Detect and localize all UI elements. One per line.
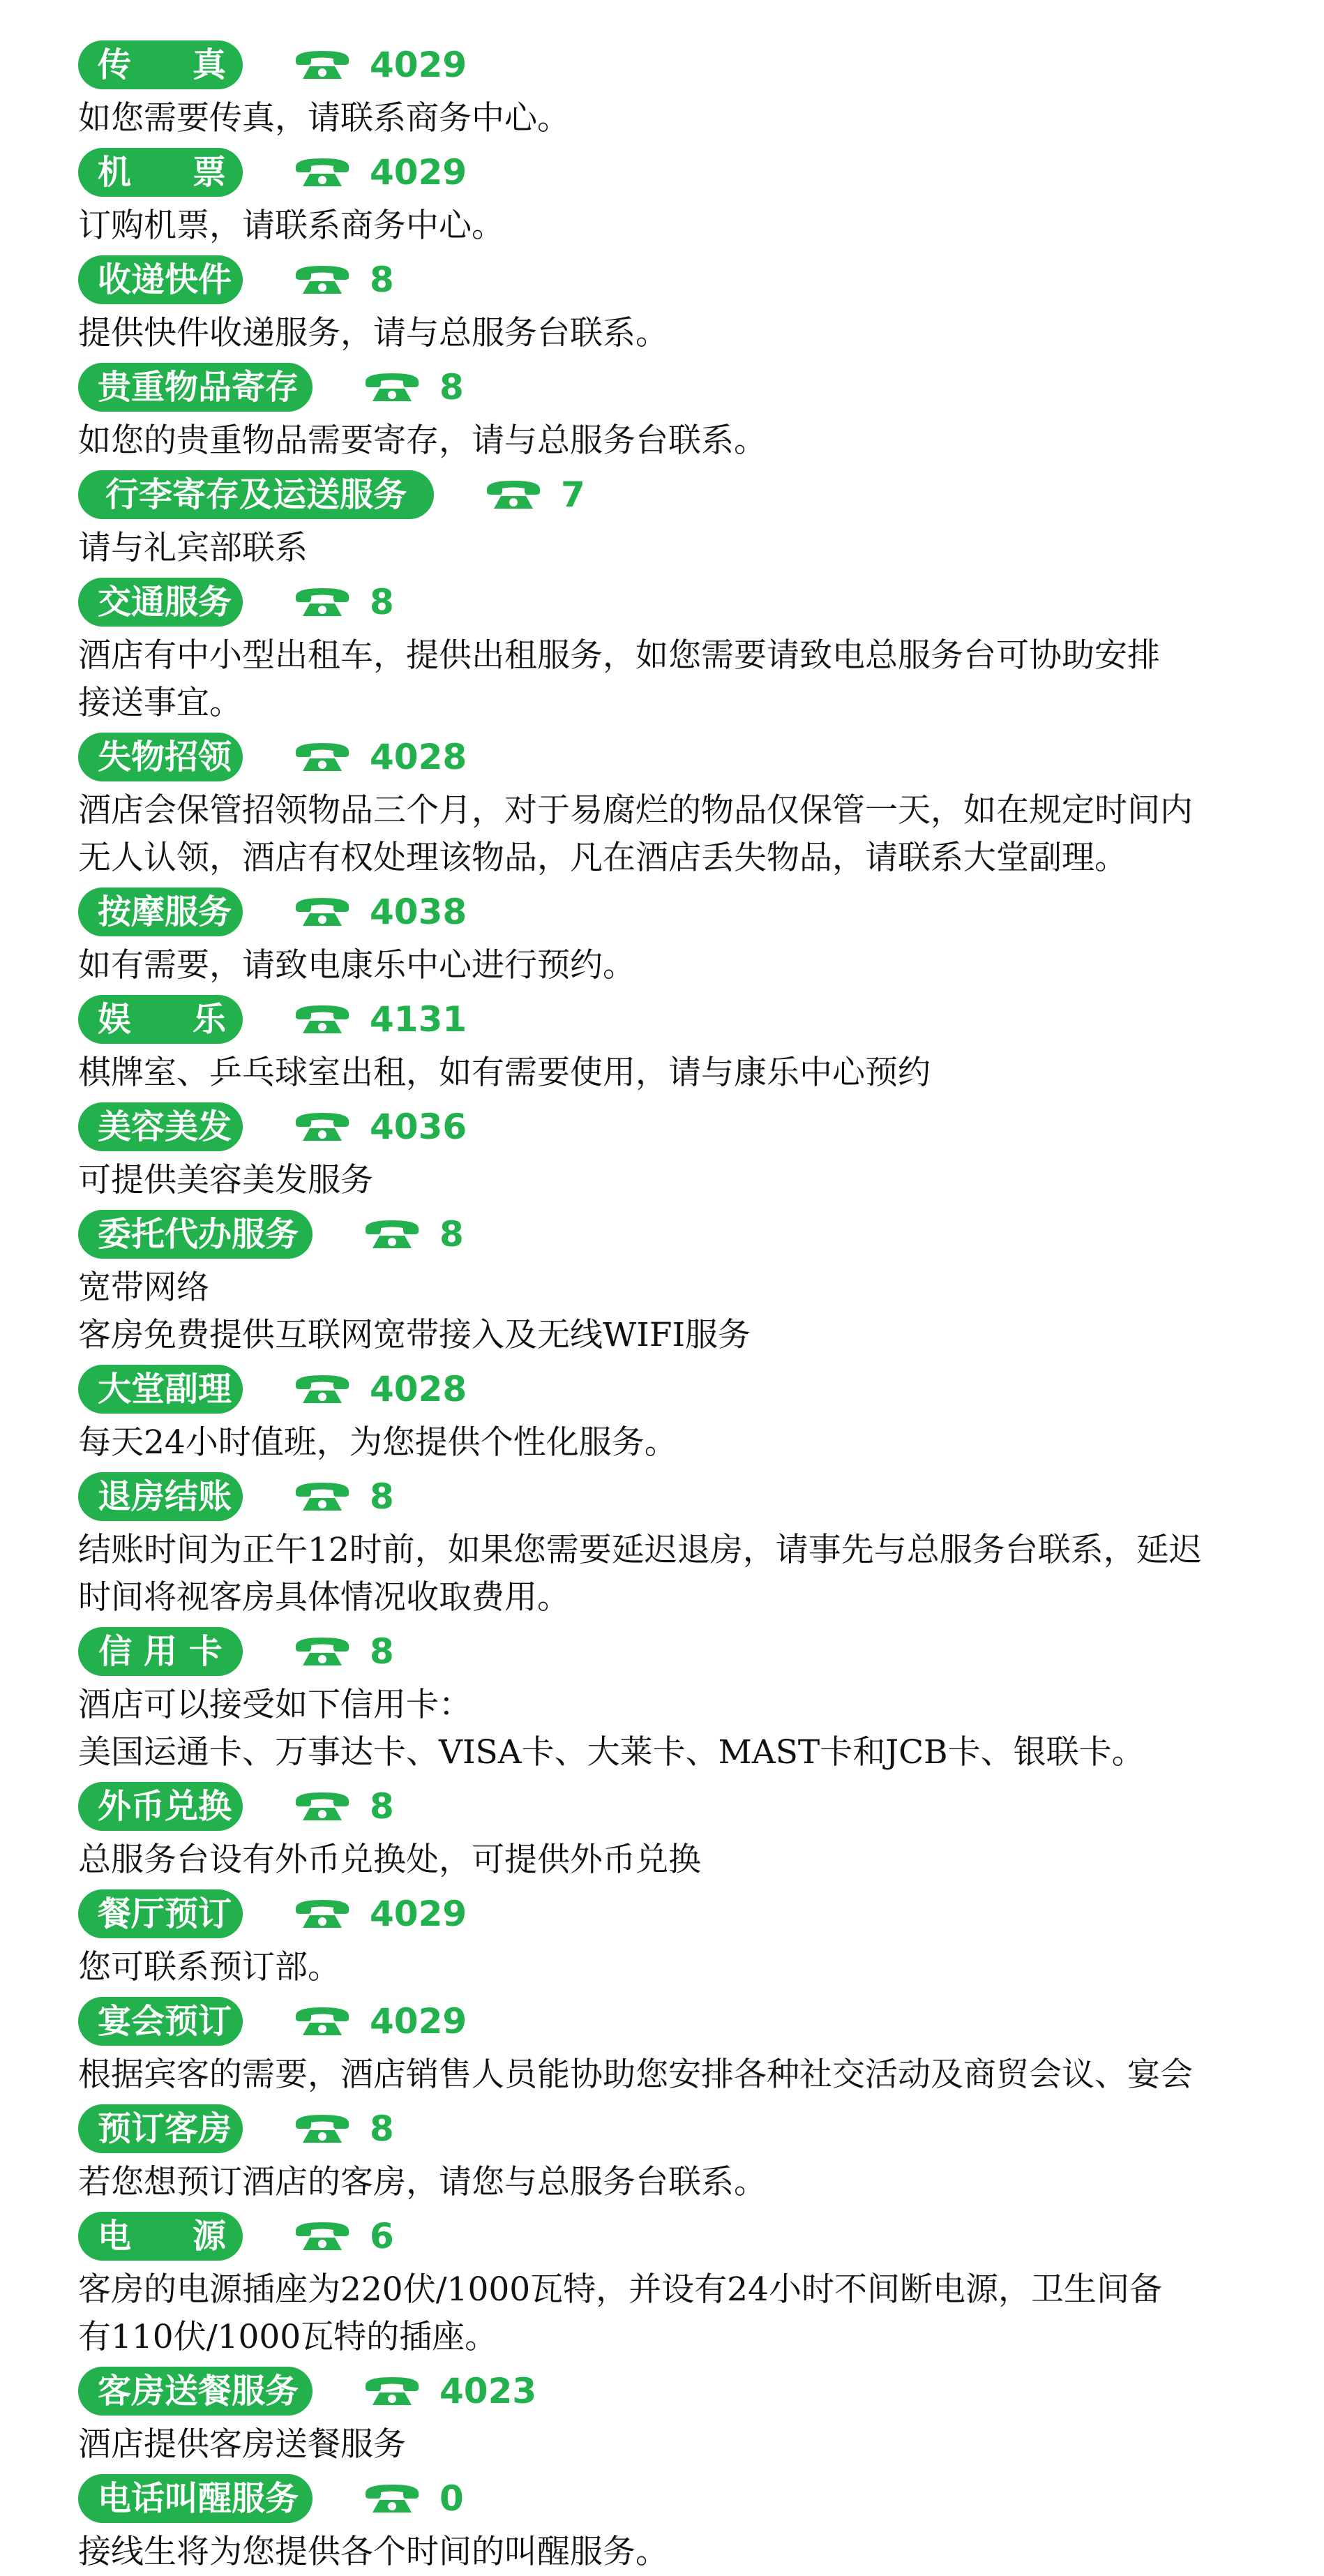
service-header bbox=[78, 1776, 1292, 1836]
service-header bbox=[78, 250, 1292, 310]
service-title-badge: 外币兑换 bbox=[78, 1782, 243, 1831]
service-title-badge: 美容美发 bbox=[78, 1102, 243, 1151]
service-header bbox=[78, 2361, 1292, 2421]
service-title-badge: 客房送餐服务 bbox=[78, 2367, 313, 2416]
service-description: 客房免费提供互联网宽带接入及无线WIFI服务 bbox=[78, 1316, 751, 1354]
service-entry bbox=[78, 1884, 1292, 1991]
service-description: 可提供美容美发服务 bbox=[78, 1161, 373, 1199]
phone-extension: 0 bbox=[439, 2478, 464, 2519]
phone-extension: 4029 bbox=[370, 2001, 467, 2042]
telephone-icon bbox=[293, 587, 352, 617]
service-description: 酒店有中小型出租车，提供出租服务，如您需要请致电总服务台可协助安排 bbox=[78, 636, 1160, 675]
service-title-badge: 退房结账 bbox=[78, 1472, 243, 1521]
service-entry bbox=[78, 572, 1292, 727]
service-header bbox=[78, 35, 1292, 95]
service-description: 若您想预订酒店的客房，请您与总服务台联系。 bbox=[78, 2163, 767, 2201]
phone-extension: 8 bbox=[439, 367, 464, 407]
phone-extension: 4028 bbox=[370, 737, 467, 777]
service-header bbox=[78, 1467, 1292, 1527]
phone-extension: 4028 bbox=[370, 1369, 467, 1409]
service-description: 接线生将为您提供各个时间的叫醒服务。 bbox=[78, 2533, 668, 2571]
telephone-icon bbox=[293, 1004, 352, 1035]
service-title-badge: 电话叫醒服务 bbox=[78, 2474, 313, 2523]
service-entry bbox=[78, 2361, 1292, 2469]
service-description: 接送事宜。 bbox=[78, 684, 242, 722]
telephone-icon bbox=[293, 1636, 352, 1667]
service-description: 如有需要，请致电康乐中心进行预约。 bbox=[78, 946, 635, 984]
service-description: 如您需要传真，请联系商务中心。 bbox=[78, 99, 570, 137]
service-header bbox=[78, 1884, 1292, 1944]
phone-extension: 7 bbox=[561, 474, 585, 515]
service-entry bbox=[78, 1097, 1292, 1204]
service-header bbox=[78, 1359, 1292, 1419]
telephone-icon bbox=[293, 1899, 352, 1929]
service-description: 提供快件收递服务，请与总服务台联系。 bbox=[78, 314, 668, 352]
telephone-icon bbox=[293, 1791, 352, 1822]
service-entry bbox=[78, 357, 1292, 465]
phone-extension: 8 bbox=[370, 582, 394, 622]
service-entry bbox=[78, 35, 1292, 142]
service-description: 订购机票，请联系商务中心。 bbox=[78, 207, 504, 245]
service-title-badge: 收递快件 bbox=[78, 255, 243, 304]
telephone-icon bbox=[484, 479, 543, 510]
phone-extension: 8 bbox=[370, 260, 394, 300]
service-directory bbox=[78, 35, 1292, 2576]
service-entry bbox=[78, 2099, 1292, 2206]
service-title-badge: 信 用 卡 bbox=[78, 1627, 243, 1676]
phone-extension: 8 bbox=[370, 1631, 394, 1672]
service-description: 客房的电源插座为220伏/1000瓦特，并设有24小时不间断电源，卫生间备 bbox=[78, 2270, 1162, 2309]
phone-extension: 8 bbox=[370, 1476, 394, 1517]
service-entry bbox=[78, 1359, 1292, 1467]
service-entry bbox=[78, 727, 1292, 882]
service-header bbox=[78, 989, 1292, 1049]
service-description: 请与礼宾部联系 bbox=[78, 529, 308, 567]
service-entry bbox=[78, 1622, 1292, 1776]
service-header bbox=[78, 1991, 1292, 2051]
service-header bbox=[78, 882, 1292, 942]
phone-extension: 4029 bbox=[370, 152, 467, 193]
service-entry bbox=[78, 2469, 1292, 2576]
service-title-badge: 机 票 bbox=[78, 148, 243, 197]
phone-extension: 8 bbox=[439, 1214, 464, 1255]
service-entry bbox=[78, 142, 1292, 250]
service-entry bbox=[78, 1776, 1292, 1884]
phone-extension: 4029 bbox=[370, 45, 467, 85]
telephone-icon bbox=[293, 2221, 352, 2252]
service-header bbox=[78, 465, 1292, 525]
service-description: 宽带网络 bbox=[78, 1268, 209, 1307]
phone-extension: 6 bbox=[370, 2216, 394, 2256]
service-entry bbox=[78, 989, 1292, 1097]
service-description: 酒店提供客房送餐服务 bbox=[78, 2425, 406, 2464]
service-description: 酒店可以接受如下信用卡： bbox=[78, 1686, 472, 1724]
service-description: 酒店会保管招领物品三个月，对于易腐烂的物品仅保管一天，如在规定时间内 bbox=[78, 791, 1193, 830]
service-header bbox=[78, 1622, 1292, 1682]
service-description: 棋牌室、乒乓球室出租，如有需要使用，请与康乐中心预约 bbox=[78, 1054, 931, 1092]
service-header bbox=[78, 727, 1292, 787]
telephone-icon bbox=[293, 2113, 352, 2144]
service-description: 总服务台设有外币兑换处，可提供外币兑换 bbox=[78, 1841, 701, 1879]
service-header bbox=[78, 2099, 1292, 2159]
service-title-badge: 电 源 bbox=[78, 2212, 243, 2261]
service-entry bbox=[78, 1991, 1292, 2099]
service-title-badge: 行李寄存及运送服务 bbox=[78, 470, 434, 519]
service-title-badge: 贵重物品寄存 bbox=[78, 363, 313, 412]
service-title-badge: 失物招领 bbox=[78, 733, 243, 781]
telephone-icon bbox=[293, 50, 352, 80]
service-description: 时间将视客房具体情况收取费用。 bbox=[78, 1578, 570, 1617]
phone-extension: 4131 bbox=[370, 999, 467, 1040]
service-header bbox=[78, 2469, 1292, 2529]
service-title-badge: 委托代办服务 bbox=[78, 1210, 313, 1259]
service-title-badge: 大堂副理 bbox=[78, 1365, 243, 1414]
service-description: 每天24小时值班，为您提供个性化服务。 bbox=[78, 1423, 677, 1462]
service-header bbox=[78, 1204, 1292, 1264]
service-description: 根据宾客的需要，酒店销售人员能协助您安排各种社交活动及商贸会议、宴会 bbox=[78, 2055, 1193, 2094]
service-entry bbox=[78, 250, 1292, 357]
service-title-badge: 宴会预订 bbox=[78, 1997, 243, 2046]
telephone-icon bbox=[293, 157, 352, 188]
telephone-icon bbox=[363, 2376, 421, 2406]
phone-extension: 8 bbox=[370, 2109, 394, 2149]
telephone-icon bbox=[293, 897, 352, 927]
telephone-icon bbox=[293, 742, 352, 772]
service-description: 有110伏/1000瓦特的插座。 bbox=[78, 2318, 498, 2356]
service-description: 美国运通卡、万事达卡、VISA卡、大莱卡、MAST卡和JCB卡、银联卡。 bbox=[78, 1733, 1145, 1772]
service-description: 如您的贵重物品需要寄存，请与总服务台联系。 bbox=[78, 421, 767, 460]
service-title-badge: 娱 乐 bbox=[78, 995, 243, 1044]
service-description: 无人认领，酒店有权处理该物品，凡在酒店丢失物品，请联系大堂副理。 bbox=[78, 839, 1127, 877]
phone-extension: 4038 bbox=[370, 892, 467, 932]
telephone-icon bbox=[293, 2006, 352, 2037]
service-title-badge: 餐厅预订 bbox=[78, 1889, 243, 1938]
telephone-icon bbox=[363, 372, 421, 403]
service-entry bbox=[78, 465, 1292, 572]
service-title-badge: 传 真 bbox=[78, 40, 243, 89]
telephone-icon bbox=[293, 1481, 352, 1512]
phone-extension: 4029 bbox=[370, 1894, 467, 1934]
telephone-icon bbox=[293, 264, 352, 295]
phone-extension: 4023 bbox=[439, 2371, 537, 2411]
service-entry bbox=[78, 882, 1292, 989]
telephone-icon bbox=[363, 1219, 421, 1250]
service-header bbox=[78, 2206, 1292, 2266]
service-title-badge: 按摩服务 bbox=[78, 888, 243, 936]
service-title-badge: 交通服务 bbox=[78, 578, 243, 627]
phone-extension: 8 bbox=[370, 1786, 394, 1827]
phone-extension: 4036 bbox=[370, 1107, 467, 1147]
service-entry bbox=[78, 1467, 1292, 1622]
service-header bbox=[78, 1097, 1292, 1157]
service-entry bbox=[78, 1204, 1292, 1359]
service-title-badge: 预订客房 bbox=[78, 2104, 243, 2153]
service-description: 您可联系预订部。 bbox=[78, 1948, 340, 1986]
telephone-icon bbox=[293, 1111, 352, 1142]
service-entry bbox=[78, 2206, 1292, 2361]
service-description: 结账时间为正午12时前，如果您需要延迟退房，请事先与总服务台联系，延迟 bbox=[78, 1531, 1202, 1569]
telephone-icon bbox=[293, 1374, 352, 1405]
service-header bbox=[78, 572, 1292, 632]
telephone-icon bbox=[363, 2483, 421, 2514]
service-header bbox=[78, 357, 1292, 417]
service-header bbox=[78, 142, 1292, 202]
